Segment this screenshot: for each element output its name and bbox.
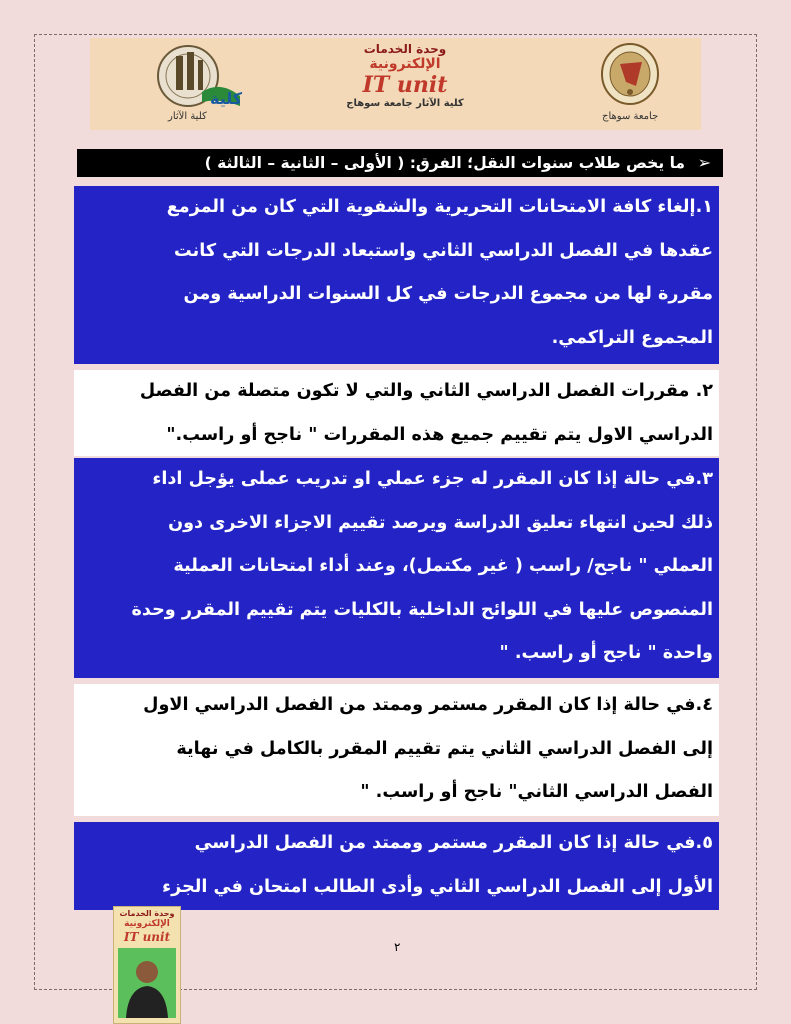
item-line: إلى الفصل الدراسي الثاني يتم تقييم المقرر بالكامل في نهاية xyxy=(176,738,713,759)
item-line: العملي " ناجح/ راسب ( غير مكتمل)، وعند أداء امتحانات العملية xyxy=(173,556,713,576)
item-5 xyxy=(74,822,719,910)
section-title: ما يخص طلاب سنوات النقل؛ الفرق: ( الأولى – الثانية – الثالثة ) xyxy=(204,154,685,172)
left-logo-caption: كلية الآثار xyxy=(168,111,207,122)
badge-line-3: IT unit xyxy=(123,930,171,944)
item-line: ٥.في حالة إذا كان المقرر مستمر وممتد من الفصل الدراسي xyxy=(194,833,713,853)
item-line: ١.إلغاء كافة الامتحانات التحريرية والشفوية التي كان من المزمع xyxy=(166,197,713,217)
item-line: الأول إلى الفصل الدراسي الثاني وأدى الطالب امتحان في الجزء xyxy=(162,876,713,897)
item-line: ٢. مقررات الفصل الدراسي الثاني والتي لا تكون متصلة من الفصل xyxy=(139,381,713,401)
item-line: الدراسي الاول يتم تقييم جميع هذه المقررات " ناجح أو راسب." xyxy=(166,424,713,445)
svg-text:كلية: كلية xyxy=(210,89,243,108)
item-line: المنصوص عليها في اللوائح الداخلية بالكليات يتم تقييم المقرر وحدة xyxy=(131,599,713,620)
page-number: ٢ xyxy=(394,940,401,954)
arrow-bullet-icon: ➢ xyxy=(697,153,711,172)
item-4 xyxy=(74,684,719,816)
item-line: الفصل الدراسي الثاني" ناجح أو راسب. " xyxy=(360,782,713,802)
item-line: ٣.في حالة إذا كان المقرر له جزء عملي او تدريب عملى يؤجل اداء xyxy=(152,469,713,489)
faculty-logo xyxy=(150,40,246,122)
item-3 xyxy=(74,458,719,678)
badge-line-2: الإلكترونية xyxy=(124,919,170,929)
it-unit-logo xyxy=(330,42,480,126)
item-2 xyxy=(74,370,719,456)
badge-photo xyxy=(118,948,176,1018)
item-line: ٤.في حالة إذا كان المقرر مستمر وممتد من الفصل الدراسي الاول xyxy=(143,695,713,715)
it-unit-badge xyxy=(113,906,181,1024)
item-line: عقدها في الفصل الدراسي الثاني واستبعاد الدرجات التي كانت xyxy=(174,240,713,261)
it-unit-line-1: وحدة الخدمات xyxy=(363,42,447,56)
item-line: مقررة لها من مجموع الدرجات في كل السنوات الدراسية ومن xyxy=(183,284,713,304)
right-logo-caption: جامعة سوهاج xyxy=(602,111,659,122)
item-1 xyxy=(74,186,719,364)
badge-line-1: وحدة الخدمات xyxy=(119,909,175,918)
it-unit-line-4: كلية الآثار جامعة سوهاج xyxy=(346,98,464,109)
item-line: واحدة " ناجح أو راسب. " xyxy=(499,643,713,663)
item-line: ذلك لحين انتهاء تعليق الدراسة ويرصد تقييم الاجزاء الاخرى دون xyxy=(168,512,713,533)
section-title-bar xyxy=(77,149,723,177)
item-line: المجموع التراكمي. xyxy=(551,327,713,348)
it-unit-line-2: الإلكترونية xyxy=(369,56,441,72)
it-unit-line-3: IT unit xyxy=(362,72,448,98)
